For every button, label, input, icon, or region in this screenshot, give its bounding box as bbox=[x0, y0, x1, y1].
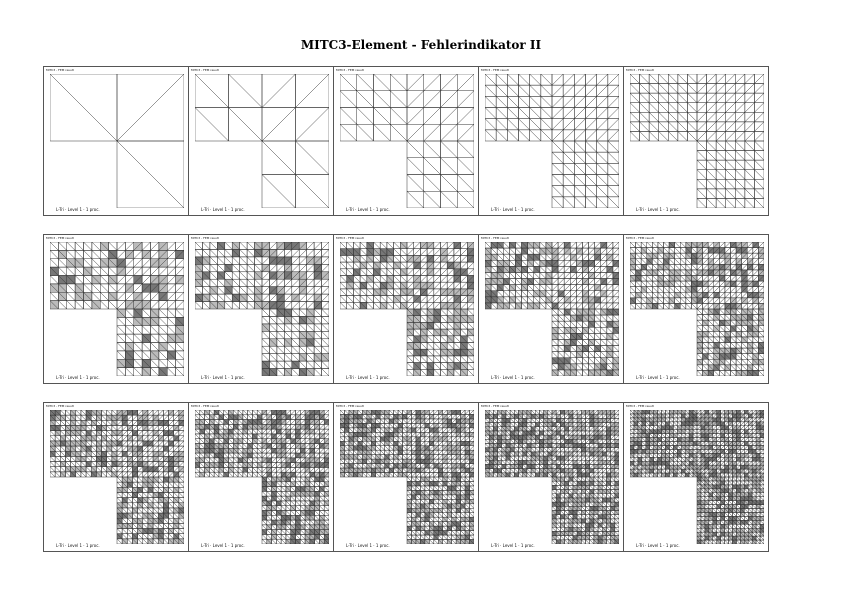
panel-label: MITC3 - FEM result bbox=[626, 68, 654, 72]
panel-label: MITC3 - FEM result bbox=[46, 236, 74, 240]
panel-footer: L-Tri · Level 1 · 1 proc. bbox=[346, 207, 390, 212]
mesh-lines bbox=[340, 242, 474, 376]
panel-label: MITC3 - FEM result bbox=[191, 236, 219, 240]
mesh-lines bbox=[630, 242, 764, 376]
mesh-panel bbox=[478, 402, 624, 552]
mesh-panel bbox=[478, 234, 624, 384]
mesh-plot bbox=[195, 410, 329, 544]
panel-label: MITC3 - FEM result bbox=[626, 404, 654, 408]
panel-label: MITC3 - FEM result bbox=[336, 236, 364, 240]
mesh-lines bbox=[630, 74, 764, 208]
page-title: MITC3-Element - Fehlerindikator II bbox=[300, 38, 542, 52]
mesh-plot bbox=[630, 242, 764, 376]
mesh-plot bbox=[50, 242, 184, 376]
panel-footer: L-Tri · Level 1 · 1 proc. bbox=[346, 375, 390, 380]
mesh-plot bbox=[630, 74, 764, 208]
mesh-panel bbox=[623, 66, 769, 216]
mesh-panel bbox=[43, 402, 189, 552]
mesh-plot bbox=[50, 74, 184, 208]
mesh-panel bbox=[188, 66, 334, 216]
panel-footer: L-Tri · Level 1 · 1 proc. bbox=[491, 543, 535, 548]
mesh-lines bbox=[340, 410, 474, 544]
panel-footer: L-Tri · Level 1 · 1 proc. bbox=[201, 375, 245, 380]
panel-footer: L-Tri · Level 1 · 1 proc. bbox=[491, 375, 535, 380]
mesh-plot bbox=[50, 410, 184, 544]
panel-label: MITC3 - FEM result bbox=[46, 404, 74, 408]
panel-footer: L-Tri · Level 1 · 1 proc. bbox=[56, 375, 100, 380]
mesh-plot bbox=[340, 74, 474, 208]
panel-footer: L-Tri · Level 1 · 1 proc. bbox=[56, 543, 100, 548]
mesh-panel bbox=[188, 402, 334, 552]
panel-footer: L-Tri · Level 1 · 1 proc. bbox=[636, 207, 680, 212]
mesh-lines bbox=[50, 242, 184, 376]
panel-label: MITC3 - FEM result bbox=[191, 68, 219, 72]
panel-label: MITC3 - FEM result bbox=[336, 68, 364, 72]
mesh-panel bbox=[43, 234, 189, 384]
mesh-plot bbox=[485, 242, 619, 376]
mesh-plot bbox=[630, 410, 764, 544]
panel-label: MITC3 - FEM result bbox=[46, 68, 74, 72]
panel-footer: L-Tri · Level 1 · 1 proc. bbox=[636, 543, 680, 548]
panel-footer: L-Tri · Level 1 · 1 proc. bbox=[201, 543, 245, 548]
mesh-lines bbox=[50, 74, 184, 208]
mesh-lines bbox=[50, 410, 184, 544]
mesh-lines bbox=[485, 410, 619, 544]
panel-footer: L-Tri · Level 1 · 1 proc. bbox=[346, 543, 390, 548]
panel-label: MITC3 - FEM result bbox=[481, 236, 509, 240]
mesh-plot bbox=[340, 242, 474, 376]
mesh-lines bbox=[630, 410, 764, 544]
panel-label: MITC3 - FEM result bbox=[336, 404, 364, 408]
panel-footer: L-Tri · Level 1 · 1 proc. bbox=[491, 207, 535, 212]
mesh-panel bbox=[623, 402, 769, 552]
mesh-plot bbox=[485, 74, 619, 208]
mesh-panel bbox=[623, 234, 769, 384]
mesh-panel bbox=[333, 402, 479, 552]
panel-footer: L-Tri · Level 1 · 1 proc. bbox=[201, 207, 245, 212]
panel-label: MITC3 - FEM result bbox=[191, 404, 219, 408]
mesh-panel bbox=[333, 234, 479, 384]
mesh-panel bbox=[333, 66, 479, 216]
panel-label: MITC3 - FEM result bbox=[626, 236, 654, 240]
mesh-panel bbox=[478, 66, 624, 216]
panel-label: MITC3 - FEM result bbox=[481, 404, 509, 408]
mesh-lines bbox=[485, 74, 619, 208]
mesh-lines bbox=[485, 242, 619, 376]
mesh-plot bbox=[340, 410, 474, 544]
mesh-panel bbox=[188, 234, 334, 384]
mesh-plot bbox=[195, 74, 329, 208]
panel-footer: L-Tri · Level 1 · 1 proc. bbox=[56, 207, 100, 212]
mesh-panel bbox=[43, 66, 189, 216]
mesh-plot bbox=[485, 410, 619, 544]
mesh-lines bbox=[195, 74, 329, 208]
panel-label: MITC3 - FEM result bbox=[481, 68, 509, 72]
mesh-lines bbox=[195, 410, 329, 544]
mesh-lines bbox=[340, 74, 474, 208]
panel-footer: L-Tri · Level 1 · 1 proc. bbox=[636, 375, 680, 380]
mesh-lines bbox=[195, 242, 329, 376]
mesh-plot bbox=[195, 242, 329, 376]
